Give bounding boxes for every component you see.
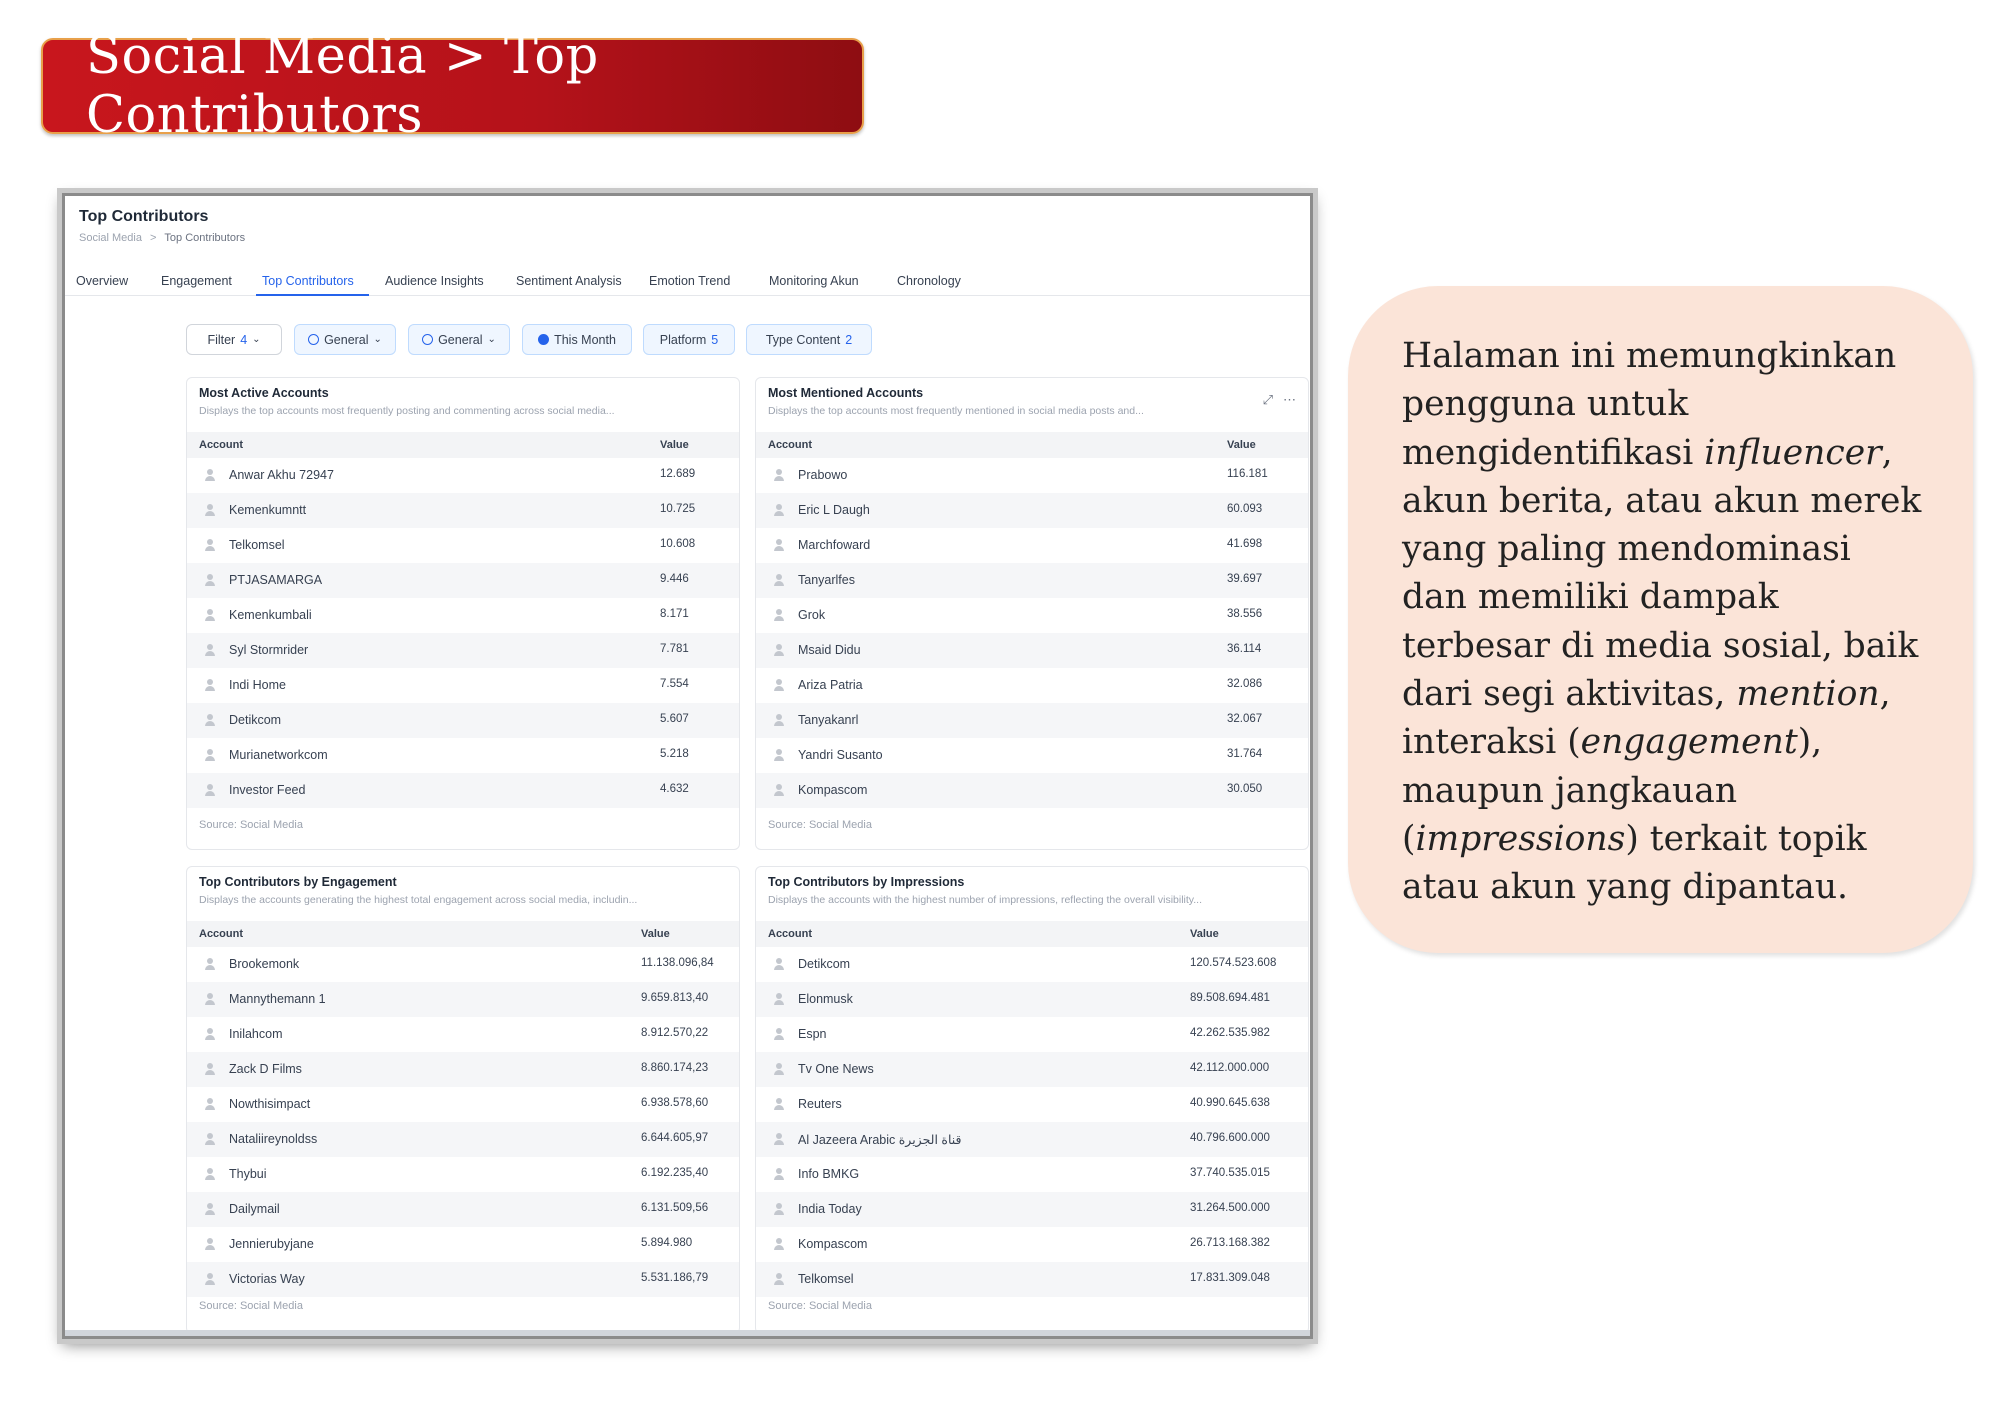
account-name[interactable]: Syl Stormrider xyxy=(229,643,309,657)
clock-icon xyxy=(538,334,549,345)
account-name[interactable]: Grok xyxy=(798,608,826,622)
account-value: 120.574.523.608 xyxy=(1190,957,1277,969)
account-value: 9.659.813,40 xyxy=(641,992,709,1004)
panel-actions xyxy=(1263,392,1296,408)
account-value: 10.725 xyxy=(660,503,696,515)
account-column-header: Account xyxy=(768,439,812,451)
panel-description: Displays the top accounts most frequently mentioned in social media posts and... xyxy=(768,405,1144,417)
table-row[interactable] xyxy=(187,1227,739,1262)
table-row[interactable] xyxy=(187,563,739,598)
table-header xyxy=(187,921,739,947)
chevron-down-icon: ⌄ xyxy=(252,334,261,345)
account-name[interactable]: Nowthisimpact xyxy=(229,1097,311,1111)
account-value: 32.067 xyxy=(1227,713,1263,725)
user-avatar-icon xyxy=(774,1238,784,1251)
type-content-chip[interactable] xyxy=(746,324,872,355)
chevron-down-icon: ⌄ xyxy=(487,334,496,345)
account-value: 89.508.694.481 xyxy=(1190,992,1270,1004)
table-row[interactable] xyxy=(187,1122,739,1157)
account-name[interactable]: Yandri Susanto xyxy=(798,748,883,762)
table-row[interactable] xyxy=(187,598,739,633)
table-row[interactable] xyxy=(756,1192,1308,1227)
account-name[interactable]: Kemenkumbali xyxy=(229,608,312,622)
user-avatar-icon xyxy=(205,993,215,1006)
top-contributors-impressions-panel xyxy=(755,866,1309,1334)
value-column-header: Value xyxy=(1227,439,1256,451)
expand-icon[interactable]: ⤢ xyxy=(1262,392,1273,407)
account-column-header: Account xyxy=(199,439,243,451)
table-row[interactable] xyxy=(756,668,1308,703)
table-row[interactable] xyxy=(756,738,1308,773)
description-line: akun berita, atau akun merek xyxy=(1402,480,1922,521)
account-name[interactable]: India Today xyxy=(798,1202,862,1216)
user-avatar-icon xyxy=(205,1203,215,1216)
tab-sentiment-analysis[interactable]: Sentiment Analysis xyxy=(516,274,622,288)
account-name[interactable]: Inilahcom xyxy=(229,1027,283,1041)
account-value: 38.556 xyxy=(1227,608,1263,620)
user-avatar-icon xyxy=(205,469,215,482)
account-name[interactable]: Al Jazeera Arabic قناة الجزيرة xyxy=(798,1133,962,1147)
account-name[interactable]: Elonmusk xyxy=(798,992,853,1006)
account-name[interactable]: Kompascom xyxy=(798,1237,868,1251)
account-name[interactable]: Prabowo xyxy=(798,468,848,482)
account-value: 10.608 xyxy=(660,538,696,550)
account-name[interactable]: Investor Feed xyxy=(229,783,306,797)
date-range-chip[interactable] xyxy=(522,324,632,355)
user-avatar-icon xyxy=(205,1028,215,1041)
description-line: ( xyxy=(1402,818,1416,859)
user-avatar-icon xyxy=(774,539,784,552)
user-avatar-icon xyxy=(205,1238,215,1251)
table-row[interactable] xyxy=(187,1052,739,1087)
tab-overview[interactable]: Overview xyxy=(76,274,129,288)
source-note: Source: Social Media xyxy=(199,1300,303,1312)
account-name[interactable]: Brookemonk xyxy=(229,957,300,971)
tab-audience-insights[interactable]: Audience Insights xyxy=(385,274,484,288)
account-value: 60.093 xyxy=(1227,503,1263,515)
most-mentioned-accounts-panel xyxy=(755,377,1309,850)
table-row[interactable] xyxy=(756,493,1308,528)
source-note: Source: Social Media xyxy=(768,819,872,831)
table-row[interactable] xyxy=(756,1262,1308,1297)
account-value: 31.264.500.000 xyxy=(1190,1202,1270,1214)
table-row[interactable] xyxy=(187,703,739,738)
table-row[interactable] xyxy=(756,598,1308,633)
account-value: 31.764 xyxy=(1227,748,1263,760)
account-name[interactable]: Ariza Patria xyxy=(798,678,863,692)
description-line: mengidentifikasi xyxy=(1402,432,1705,473)
table-row[interactable] xyxy=(756,633,1308,668)
description-emphasis: mention xyxy=(1736,674,1880,715)
table-row[interactable] xyxy=(756,528,1308,563)
account-name[interactable]: PTJASAMARGA xyxy=(229,573,323,587)
description-line: interaksi ( xyxy=(1402,722,1581,763)
account-value: 32.086 xyxy=(1227,678,1263,690)
user-avatar-icon xyxy=(205,539,215,552)
banner-title: Social Media > Top Contributors xyxy=(86,27,599,145)
user-avatar-icon xyxy=(774,644,784,657)
account-name[interactable]: Zack D Films xyxy=(229,1062,302,1076)
account-value: 42.112.000.000 xyxy=(1190,1062,1270,1074)
panel-title: Top Contributors by Impressions xyxy=(768,875,965,889)
description-line: maupun jangkauan xyxy=(1402,770,1738,811)
panel-title: Most Active Accounts xyxy=(199,386,329,400)
active-tab-indicator xyxy=(256,294,369,296)
tab-chronology[interactable]: Chronology xyxy=(897,274,961,288)
panel-description: Displays the accounts generating the highest total engagement across social media, includin... xyxy=(199,894,638,906)
user-avatar-icon xyxy=(205,644,215,657)
account-name[interactable]: Espn xyxy=(798,1027,827,1041)
account-column-header: Account xyxy=(768,928,812,940)
description-line: dari segi aktivitas, xyxy=(1402,674,1737,715)
breadcrumb xyxy=(79,232,245,244)
table-row[interactable] xyxy=(756,703,1308,738)
panel-title: Most Mentioned Accounts xyxy=(768,386,924,400)
value-column-header: Value xyxy=(641,928,670,940)
table-header xyxy=(187,432,739,458)
account-name[interactable]: Reuters xyxy=(798,1097,842,1111)
description-line: atau akun yang dipantau. xyxy=(1402,867,1849,908)
account-value: 40.990.645.638 xyxy=(1190,1097,1270,1109)
table-row[interactable] xyxy=(756,1087,1308,1122)
account-value: 5.894.980 xyxy=(641,1237,693,1249)
table-row[interactable] xyxy=(756,982,1308,1017)
user-avatar-icon xyxy=(774,504,784,517)
user-avatar-icon xyxy=(774,993,784,1006)
account-name[interactable]: Tanyakanrl xyxy=(798,713,859,727)
table-row[interactable] xyxy=(756,563,1308,598)
description-line: pengguna untuk xyxy=(1402,384,1689,425)
table-body xyxy=(187,947,739,1297)
tab-emotion-trend[interactable]: Emotion Trend xyxy=(649,274,731,288)
table-row[interactable] xyxy=(187,1192,739,1227)
page-title: Top Contributors xyxy=(79,208,209,225)
account-value: 30.050 xyxy=(1227,783,1263,795)
description-emphasis: influencer xyxy=(1704,432,1882,473)
account-name[interactable]: Kompascom xyxy=(798,783,868,797)
table-body xyxy=(187,458,739,808)
user-avatar-icon xyxy=(205,609,215,622)
user-avatar-icon xyxy=(774,1098,784,1111)
account-value: 5.218 xyxy=(660,748,689,760)
table-row[interactable] xyxy=(756,1122,1308,1157)
table-row[interactable] xyxy=(756,1017,1308,1052)
account-value: 40.796.600.000 xyxy=(1190,1132,1270,1144)
breadcrumb-separator: > xyxy=(149,232,157,244)
description-line: , xyxy=(1881,432,1893,473)
table-row[interactable] xyxy=(187,1087,739,1122)
user-avatar-icon xyxy=(205,1133,215,1146)
account-value: 5.607 xyxy=(660,713,689,725)
account-name[interactable]: Jennierubyjane xyxy=(229,1237,314,1251)
user-avatar-icon xyxy=(774,1133,784,1146)
account-value: 8.912.570,22 xyxy=(641,1027,709,1039)
title-banner xyxy=(41,27,864,145)
filter-bar xyxy=(65,324,1310,356)
general-label-2: General xyxy=(438,332,483,347)
source-note: Source: Social Media xyxy=(199,819,303,831)
table-row[interactable] xyxy=(187,1017,739,1052)
table-row[interactable] xyxy=(187,458,739,493)
account-name[interactable]: Marchfoward xyxy=(798,538,871,552)
platform-count: 5 xyxy=(711,332,719,347)
value-column-header: Value xyxy=(1190,928,1219,940)
at-sign-icon xyxy=(422,334,433,345)
account-name[interactable]: Kemenkumntt xyxy=(229,503,307,517)
account-value: 4.632 xyxy=(660,783,689,795)
table-body xyxy=(756,458,1308,808)
user-avatar-icon xyxy=(205,574,215,587)
account-name[interactable]: Indi Home xyxy=(229,678,286,692)
dashboard-screenshot xyxy=(62,193,1313,1339)
account-name[interactable]: Eric L Daugh xyxy=(798,503,870,517)
platform-label: Platform xyxy=(659,332,707,347)
chat-icon xyxy=(308,334,319,345)
account-name[interactable]: Detikcom xyxy=(798,957,851,971)
user-avatar-icon xyxy=(205,1098,215,1111)
user-avatar-icon xyxy=(774,784,784,797)
account-name[interactable]: Nataliireynoldss xyxy=(229,1132,318,1146)
account-name[interactable]: Mannythemann 1 xyxy=(229,992,326,1006)
source-note: Source: Social Media xyxy=(768,1300,872,1312)
account-name[interactable]: Thybui xyxy=(229,1167,267,1181)
user-avatar-icon xyxy=(205,679,215,692)
user-avatar-icon xyxy=(205,1168,215,1181)
user-avatar-icon xyxy=(774,1273,784,1286)
account-name[interactable]: Murianetworkcom xyxy=(229,748,328,762)
description-emphasis: impressions xyxy=(1415,818,1626,859)
account-value: 8.171 xyxy=(660,608,689,620)
account-name[interactable]: Tanyarlfes xyxy=(798,573,855,587)
account-name[interactable]: Anwar Akhu 72947 xyxy=(229,468,334,482)
user-avatar-icon xyxy=(774,679,784,692)
top-contributors-engagement-panel xyxy=(186,866,740,1334)
account-value: 7.781 xyxy=(660,643,689,655)
account-value: 5.531.186,79 xyxy=(641,1272,709,1284)
table-row[interactable] xyxy=(187,668,739,703)
description-line: terbesar di media sosial, baik xyxy=(1402,625,1919,666)
account-value: 39.697 xyxy=(1227,573,1263,585)
description-text xyxy=(1402,332,1942,912)
table-row[interactable] xyxy=(756,458,1308,493)
account-value: 11.138.096,84 xyxy=(641,957,714,969)
more-options-icon[interactable]: ⋯ xyxy=(1283,392,1296,407)
account-name[interactable]: Dailymail xyxy=(229,1202,280,1216)
most-active-accounts-panel xyxy=(186,377,740,850)
account-value: 36.114 xyxy=(1227,643,1262,655)
table-row[interactable] xyxy=(756,773,1308,808)
account-value: 17.831.309.048 xyxy=(1190,1272,1270,1284)
account-value: 6.192.235,40 xyxy=(641,1167,709,1179)
user-avatar-icon xyxy=(205,784,215,797)
user-avatar-icon xyxy=(774,469,784,482)
table-row[interactable] xyxy=(756,1227,1308,1262)
table-row[interactable] xyxy=(756,1052,1308,1087)
user-avatar-icon xyxy=(774,574,784,587)
account-value: 26.713.168.382 xyxy=(1190,1237,1270,1249)
table-row[interactable] xyxy=(187,1262,739,1297)
table-row[interactable] xyxy=(187,738,739,773)
tab-bar xyxy=(65,266,1310,296)
account-name[interactable]: Msaid Didu xyxy=(798,643,861,657)
chevron-down-icon: ⌄ xyxy=(373,334,382,345)
description-callout xyxy=(1348,286,1973,953)
description-line: ), xyxy=(1797,722,1823,763)
filter-label: Filter xyxy=(207,332,236,347)
account-value: 116.181 xyxy=(1227,468,1268,480)
user-avatar-icon xyxy=(205,504,215,517)
type-content-count: 2 xyxy=(845,332,853,347)
filter-dropdown[interactable] xyxy=(186,324,282,355)
user-avatar-icon xyxy=(774,749,784,762)
general-filter-chip-2[interactable] xyxy=(408,324,510,355)
user-avatar-icon xyxy=(205,1273,215,1286)
date-range-label: This Month xyxy=(554,332,616,347)
filter-count: 4 xyxy=(240,332,248,347)
description-line: Halaman ini memungkinkan xyxy=(1402,336,1897,376)
user-avatar-icon xyxy=(774,1203,784,1216)
account-value: 6.938.578,60 xyxy=(641,1097,709,1109)
user-avatar-icon xyxy=(205,714,215,727)
table-row[interactable] xyxy=(187,947,739,982)
table-row[interactable] xyxy=(187,773,739,808)
account-name[interactable]: Info BMKG xyxy=(798,1167,860,1181)
user-avatar-icon xyxy=(774,1168,784,1181)
description-emphasis: engagement xyxy=(1580,722,1798,763)
breadcrumb-parent[interactable]: Social Media xyxy=(79,232,142,244)
type-content-label: Type Content xyxy=(765,332,841,347)
account-name[interactable]: Tv One News xyxy=(798,1062,874,1076)
account-value: 7.554 xyxy=(660,678,689,690)
account-value: 37.740.535.015 xyxy=(1190,1167,1270,1179)
account-value: 42.262.535.982 xyxy=(1190,1027,1270,1039)
platform-chip[interactable] xyxy=(643,324,735,355)
table-row[interactable] xyxy=(756,947,1308,982)
user-avatar-icon xyxy=(774,1063,784,1076)
table-row[interactable] xyxy=(187,1157,739,1192)
user-avatar-icon xyxy=(774,714,784,727)
description-line: yang paling mendominasi xyxy=(1402,529,1851,570)
tab-engagement[interactable]: Engagement xyxy=(161,274,232,288)
description-line: , xyxy=(1879,674,1891,715)
user-avatar-icon xyxy=(774,609,784,622)
account-column-header: Account xyxy=(199,928,243,940)
account-value: 6.131.509,56 xyxy=(641,1202,709,1214)
description-line: ) terkait topik xyxy=(1625,818,1867,859)
account-name[interactable]: Telkomsel xyxy=(229,538,285,552)
value-column-header: Value xyxy=(660,439,689,451)
account-value: 6.644.605,97 xyxy=(641,1132,709,1144)
tab-top-contributors[interactable]: Top Contributors xyxy=(262,274,354,288)
user-avatar-icon xyxy=(774,958,784,971)
panel-description: Displays the accounts with the highest number of impressions, reflecting the overall visibility... xyxy=(768,894,1203,906)
table-header xyxy=(756,432,1308,458)
breadcrumb-current: Top Contributors xyxy=(164,232,246,244)
table-row[interactable] xyxy=(187,633,739,668)
table-row[interactable] xyxy=(187,528,739,563)
table-row[interactable] xyxy=(756,1157,1308,1192)
user-avatar-icon xyxy=(205,749,215,762)
general-filter-chip-1[interactable] xyxy=(294,324,396,355)
table-body xyxy=(756,947,1308,1297)
account-value: 41.698 xyxy=(1227,538,1263,550)
table-header xyxy=(756,921,1308,947)
general-label-1: General xyxy=(324,332,369,347)
panel-title: Top Contributors by Engagement xyxy=(199,875,397,889)
screenshot-bottom-border xyxy=(65,1330,1310,1336)
account-name[interactable]: Detikcom xyxy=(229,713,282,727)
description-line: dan memiliki dampak xyxy=(1402,577,1779,618)
user-avatar-icon xyxy=(205,958,215,971)
account-name[interactable]: Telkomsel xyxy=(798,1272,854,1286)
tab-monitoring-akun[interactable]: Monitoring Akun xyxy=(769,274,859,288)
user-avatar-icon xyxy=(774,1028,784,1041)
table-row[interactable] xyxy=(187,493,739,528)
account-value: 9.446 xyxy=(660,573,689,585)
panel-description: Displays the top accounts most frequently posting and commenting across social media... xyxy=(199,405,615,417)
account-value: 8.860.174,23 xyxy=(641,1062,709,1074)
table-row[interactable] xyxy=(187,982,739,1017)
user-avatar-icon xyxy=(205,1063,215,1076)
account-name[interactable]: Victorias Way xyxy=(229,1272,305,1286)
account-value: 12.689 xyxy=(660,468,696,480)
